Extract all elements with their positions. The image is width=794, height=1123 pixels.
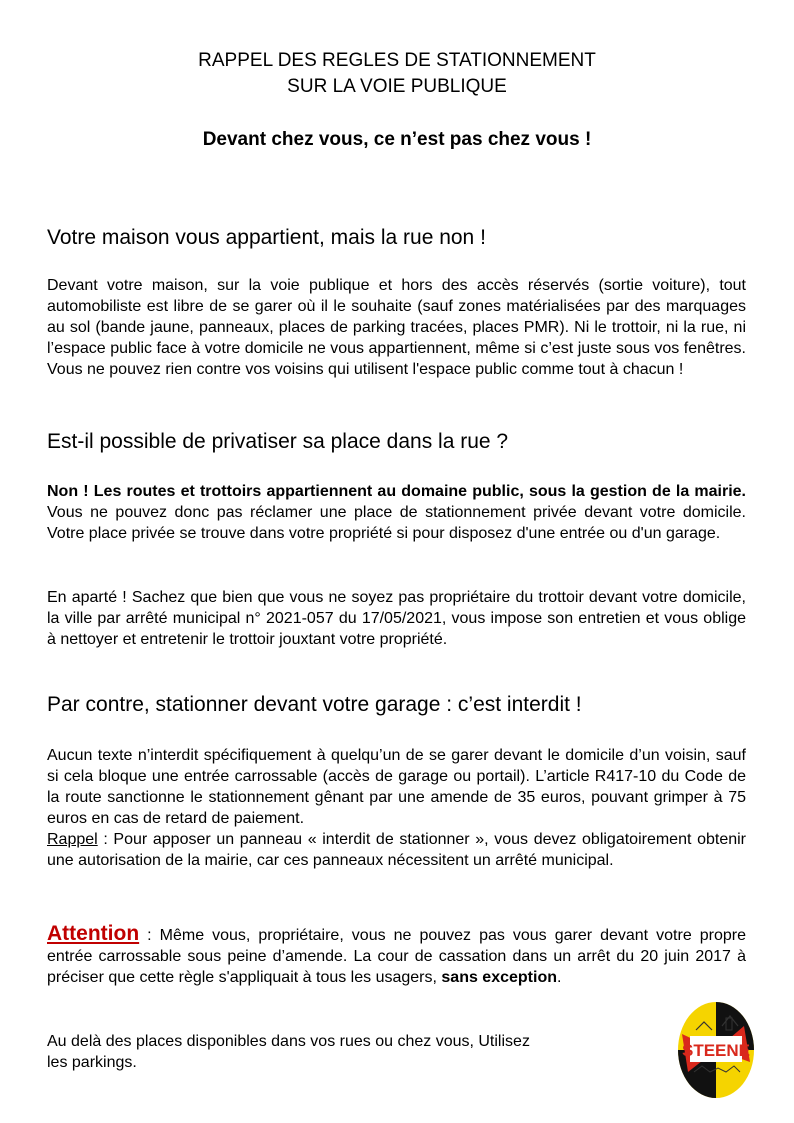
- logo-text: STEENE: [681, 1041, 751, 1060]
- section2-heading: Est-il possible de privatiser sa place dans la rue ?: [47, 430, 509, 453]
- attention-end: .: [557, 969, 562, 986]
- attention-label: Attention: [47, 922, 140, 945]
- attention-bold-end: sans exception: [441, 969, 557, 986]
- page-title-line1: RAPPEL DES REGLES DE STATIONNEMENT: [198, 50, 596, 71]
- page-subtitle: Devant chez vous, ce n’est pas chez vous !: [202, 129, 592, 150]
- section2-aside: En aparté ! Sachez que bien que vous ne soyez pas propriétaire du trottoir devant votre domicile, la ville par arrêté municipal n° 2021-057 du 17/05/2021, vous impose son entretien et vous oblige à nettoyer et entretenir le trottoir jouxtant votre propriété.: [47, 589, 746, 648]
- section1-paragraph: Devant votre maison, sur la voie publique et hors des accès réservés (sortie voiture), tout automobiliste est libre de se garer où il le souhaite (sauf zones matérialisées par des marquages au sol (bande jaune, panneaux, places de parking tracées, places PMR). Ni le trottoir, ni la rue, ni l’espace public face à votre domicile ne vous appartiennent, même si c’est juste sous vos fenêtres. Vous ne pouvez rien contre vos voisins qui utilisent l'espace public comme tout à chacun !: [47, 277, 746, 378]
- section1-heading: Votre maison vous appartient, mais la rue non !: [47, 226, 486, 249]
- closing-line2: les parkings.: [47, 1054, 137, 1071]
- rappel-label: Rappel: [47, 831, 98, 848]
- attention-paragraph: [47, 923, 746, 988]
- closing-line1: Au delà des places disponibles dans vos rues ou chez vous, Utilisez: [47, 1033, 530, 1050]
- section2-paragraph: [47, 481, 746, 544]
- section3-heading: Par contre, stationner devant votre garage : c’est interdit !: [47, 693, 582, 716]
- section2-bold-text: Non ! Les routes et trottoirs appartiennent au domaine public, sous la gestion de la mairie.: [47, 483, 746, 500]
- page-title-line2: SUR LA VOIE PUBLIQUE: [287, 76, 507, 97]
- rappel-text: : Pour apposer un panneau « interdit de stationner », vous devez obligatoirement obtenir une autorisation de la mairie, car ces panneaux nécessitent un arrêté municipal.: [47, 831, 746, 869]
- steene-logo-graphic: [676, 1000, 756, 1100]
- section2-text: Vous ne pouvez donc pas réclamer une place de stationnement privée devant votre domicile. Votre place privée se trouve dans votre propriété si pour disposez d'une entrée ou d'un garage.: [47, 504, 746, 542]
- rappel-paragraph: [47, 829, 746, 871]
- attention-text: : Même vous, propriétaire, vous ne pouvez pas vous garer devant votre propre entrée carrossable sous peine d’amende. La cour de cassation dans un arrêt du 20 juin 2017 à préciser que cette règle s'appliquait à tous les usagers,: [47, 927, 746, 986]
- section3-paragraph: Aucun texte n’interdit spécifiquement à quelqu’un de se garer devant le domicile d’un voisin, sauf si cela bloque une entrée carrossable (accès de garage ou portail). L’article R417-10 du Code de la route sanctionne le stationnement gênant par une amende de 35 euros, pouvant grimper à 75 euros en cas de retard de paiement.: [47, 747, 746, 827]
- closing-paragraph: [47, 1031, 627, 1073]
- steene-logo: [676, 1000, 756, 1100]
